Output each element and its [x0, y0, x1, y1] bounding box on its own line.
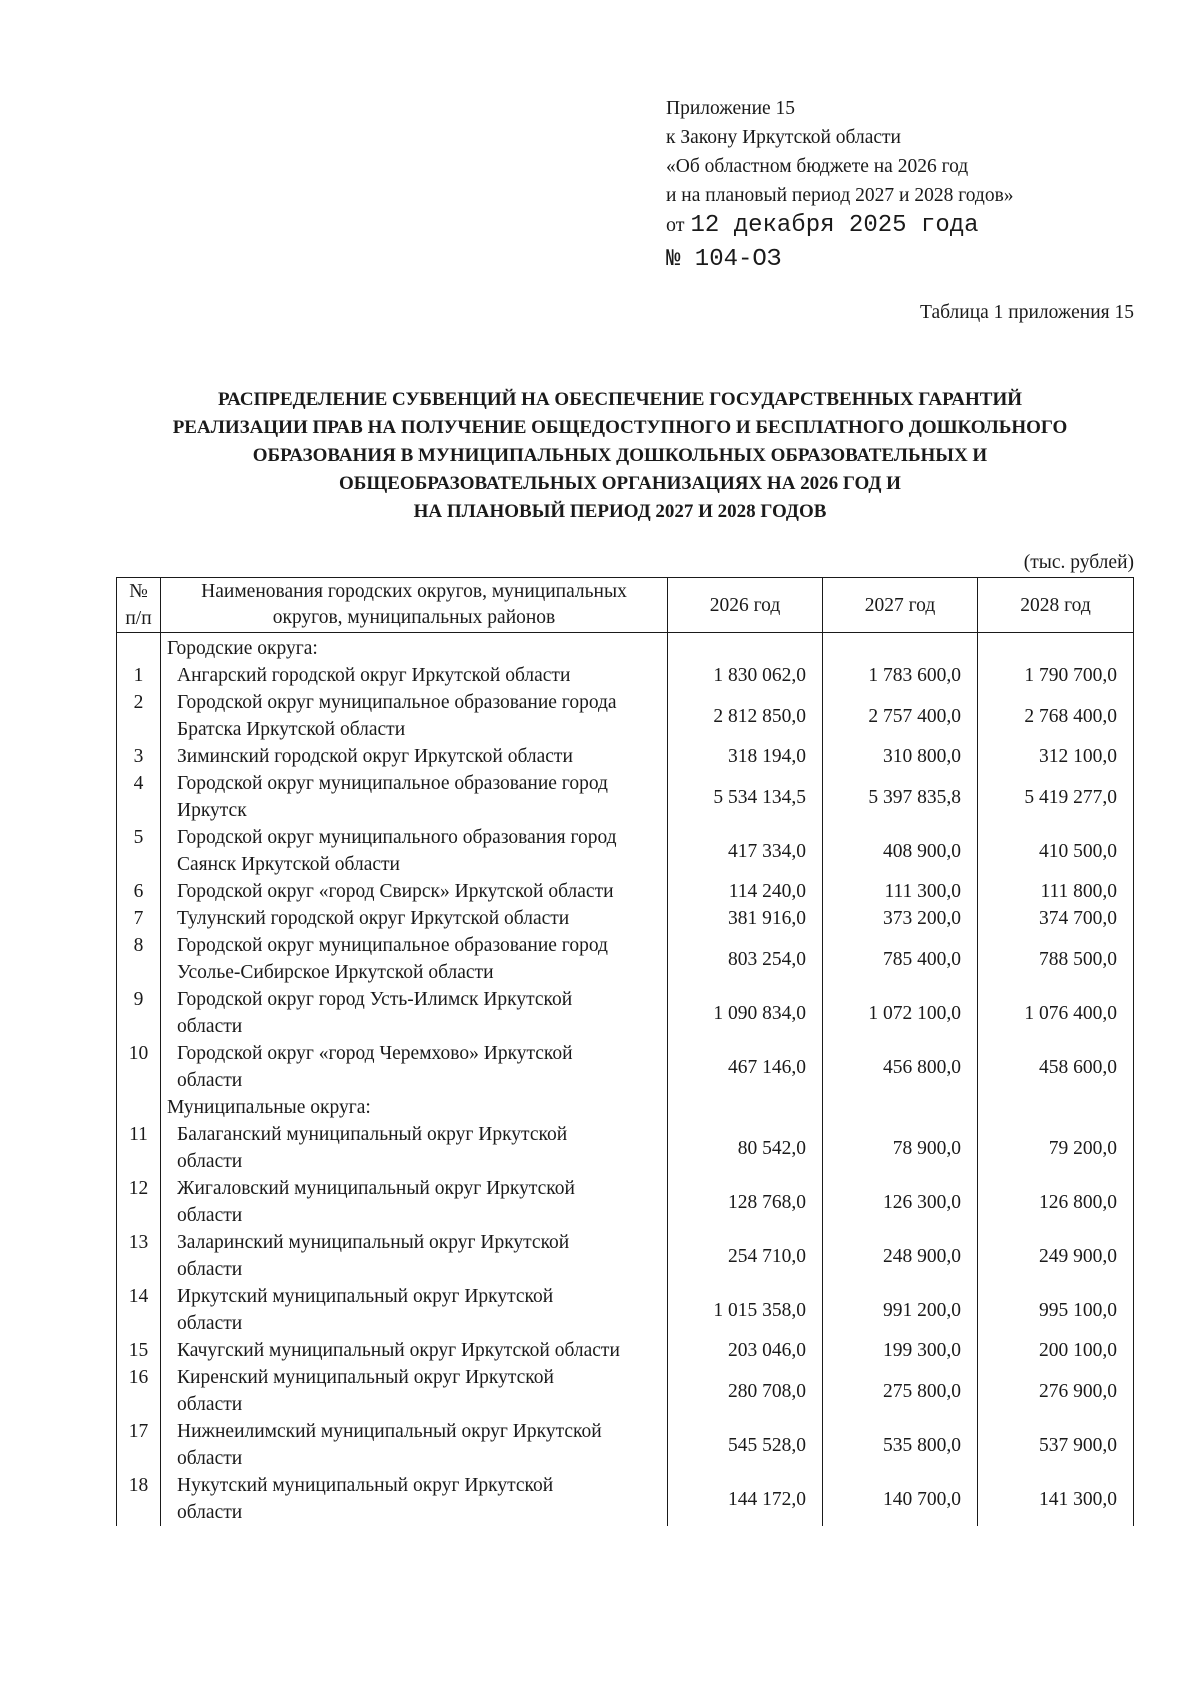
value-2027: 535 800,0	[823, 1418, 978, 1472]
value-2026: 545 528,0	[668, 1418, 823, 1472]
value-2028: 249 900,0	[978, 1229, 1134, 1283]
row-name	[161, 986, 668, 1040]
row-number: 2	[117, 689, 161, 743]
row-number: 4	[117, 770, 161, 824]
row-name	[161, 1229, 668, 1283]
value-2028: 312 100,0	[978, 743, 1134, 770]
row-name	[161, 932, 668, 986]
table-row	[117, 1283, 1134, 1337]
value-2027: 111 300,0	[823, 878, 978, 905]
row-name	[161, 1418, 668, 1472]
row-name-line1: Городской округ «город Свирск» Иркутской области	[177, 881, 614, 902]
value-2028: 458 600,0	[978, 1040, 1134, 1094]
value-2026: 467 146,0	[668, 1040, 823, 1094]
value-2027: 991 200,0	[823, 1283, 978, 1337]
value-2026: 1 015 358,0	[668, 1283, 823, 1337]
table-header-row	[117, 578, 1134, 633]
value-2027: 248 900,0	[823, 1229, 978, 1283]
table-row	[117, 770, 1134, 824]
row-name	[161, 770, 668, 824]
value-2027: 310 800,0	[823, 743, 978, 770]
value-2026: 5 534 134,5	[668, 770, 823, 824]
row-name-line1: Киренский муниципальный округ Иркутской	[177, 1367, 554, 1388]
table-row	[117, 1418, 1134, 1472]
group-empty-cell	[978, 1094, 1134, 1121]
row-name-line2: области	[177, 1394, 243, 1415]
value-2028: 141 300,0	[978, 1472, 1134, 1526]
row-name-line1: Нукутский муниципальный округ Иркутской	[177, 1475, 554, 1496]
value-2026: 128 768,0	[668, 1175, 823, 1229]
value-2028: 1 076 400,0	[978, 986, 1134, 1040]
row-name-line1: Зиминский городской округ Иркутской области	[177, 746, 573, 767]
group-empty-cell	[823, 1094, 978, 1121]
row-name-line2: области	[177, 1448, 243, 1469]
row-name-line2: Иркутск	[177, 800, 247, 821]
row-name-line2: области	[177, 1016, 243, 1037]
value-2027: 126 300,0	[823, 1175, 978, 1229]
row-name	[161, 1040, 668, 1094]
value-2026: 114 240,0	[668, 878, 823, 905]
row-name	[161, 1121, 668, 1175]
header-number-line1: №	[129, 581, 148, 602]
value-2027: 275 800,0	[823, 1364, 978, 1418]
appendix-line: и на плановый период 2027 и 2028 годов»	[666, 185, 1014, 206]
row-name-line1: Городской округ муниципальное образование город	[177, 935, 608, 956]
group-label: Городские округа:	[161, 633, 668, 663]
table-row	[117, 1175, 1134, 1229]
value-2028: 374 700,0	[978, 905, 1134, 932]
appendix-line: «Об областном бюджете на 2026 год	[666, 156, 969, 177]
row-name-line1: Городской округ город Усть-Илимск Иркутской	[177, 989, 573, 1010]
value-2027: 199 300,0	[823, 1337, 978, 1364]
value-2027: 373 200,0	[823, 905, 978, 932]
title-line: ОБРАЗОВАНИЯ В МУНИЦИПАЛЬНЫХ ДОШКОЛЬНЫХ ОБРАЗОВАТЕЛЬНЫХ И	[252, 445, 988, 466]
value-2027: 78 900,0	[823, 1121, 978, 1175]
units-label: (тыс. рублей)	[1023, 552, 1134, 573]
group-empty-cell	[978, 633, 1134, 663]
row-name	[161, 1364, 668, 1418]
value-2028: 1 790 700,0	[978, 662, 1134, 689]
row-name-line1: Нижнеилимский муниципальный округ Иркутской	[177, 1421, 602, 1442]
row-number: 18	[117, 1472, 161, 1526]
value-2026: 80 542,0	[668, 1121, 823, 1175]
value-2027: 408 900,0	[823, 824, 978, 878]
table-row	[117, 1364, 1134, 1418]
row-name-line2: области	[177, 1070, 243, 1091]
header-2026: 2026 год	[668, 578, 823, 633]
row-number: 16	[117, 1364, 161, 1418]
value-2028: 410 500,0	[978, 824, 1134, 878]
row-name	[161, 1337, 668, 1364]
row-name-line1: Заларинский муниципальный округ Иркутской	[177, 1232, 570, 1253]
appendix-line: Приложение 15	[666, 98, 796, 119]
document-title	[100, 386, 1140, 526]
row-name-line1: Жигаловский муниципальный округ Иркутской	[177, 1178, 575, 1199]
group-empty-cell	[668, 1094, 823, 1121]
table-row	[117, 986, 1134, 1040]
value-2026: 1 090 834,0	[668, 986, 823, 1040]
value-2028: 276 900,0	[978, 1364, 1134, 1418]
table-row	[117, 743, 1134, 770]
law-number: № 104-ОЗ	[666, 246, 782, 273]
value-2026: 803 254,0	[668, 932, 823, 986]
row-name-line2: области	[177, 1502, 243, 1523]
value-2026: 417 334,0	[668, 824, 823, 878]
header-number-line2: п/п	[125, 608, 152, 629]
table-row	[117, 905, 1134, 932]
value-2027: 785 400,0	[823, 932, 978, 986]
value-2028: 537 900,0	[978, 1418, 1134, 1472]
row-name	[161, 1283, 668, 1337]
value-2026: 318 194,0	[668, 743, 823, 770]
row-number: 8	[117, 932, 161, 986]
value-2028: 111 800,0	[978, 878, 1134, 905]
header-name-line2: округов, муниципальных районов	[272, 607, 556, 628]
row-name-line1: Качугский муниципальный округ Иркутской области	[177, 1340, 620, 1361]
table-row	[117, 1121, 1134, 1175]
title-line: НА ПЛАНОВЫЙ ПЕРИОД 2027 И 2028 ГОДОВ	[413, 501, 827, 522]
value-2026: 203 046,0	[668, 1337, 823, 1364]
table-row	[117, 1472, 1134, 1526]
table-row	[117, 932, 1134, 986]
row-name-line2: области	[177, 1259, 243, 1280]
value-2026: 144 172,0	[668, 1472, 823, 1526]
row-name	[161, 689, 668, 743]
value-2028: 79 200,0	[978, 1121, 1134, 1175]
row-name	[161, 905, 668, 932]
row-name-line2: области	[177, 1151, 243, 1172]
value-2026: 280 708,0	[668, 1364, 823, 1418]
row-name-line1: Городской округ муниципальное образование город	[177, 773, 608, 794]
row-number: 5	[117, 824, 161, 878]
row-number: 17	[117, 1418, 161, 1472]
group-number-cell	[117, 633, 161, 663]
row-number: 13	[117, 1229, 161, 1283]
header-number	[117, 578, 161, 633]
value-2028: 788 500,0	[978, 932, 1134, 986]
row-name	[161, 878, 668, 905]
value-2028: 995 100,0	[978, 1283, 1134, 1337]
row-number: 10	[117, 1040, 161, 1094]
table-row	[117, 1040, 1134, 1094]
row-name-line2: Саянск Иркутской области	[177, 854, 400, 875]
row-number: 7	[117, 905, 161, 932]
date-value: 12 декабря 2025 года	[690, 212, 979, 239]
value-2026: 381 916,0	[668, 905, 823, 932]
value-2026: 2 812 850,0	[668, 689, 823, 743]
law-date	[666, 212, 979, 239]
row-name-line1: Ангарский городской округ Иркутской области	[177, 665, 571, 686]
appendix-header	[666, 94, 1014, 210]
row-name-line2: Братска Иркутской области	[177, 719, 406, 740]
row-name	[161, 662, 668, 689]
group-row	[117, 633, 1134, 663]
row-name-line2: области	[177, 1313, 243, 1334]
row-name	[161, 824, 668, 878]
table-row	[117, 878, 1134, 905]
group-empty-cell	[823, 633, 978, 663]
row-name-line1: Городской округ муниципального образования город	[177, 827, 617, 848]
date-prefix: от	[666, 214, 685, 236]
row-name	[161, 1175, 668, 1229]
value-2028: 2 768 400,0	[978, 689, 1134, 743]
group-number-cell	[117, 1094, 161, 1121]
table-row	[117, 824, 1134, 878]
header-name	[161, 578, 668, 633]
row-number: 3	[117, 743, 161, 770]
subvention-table	[116, 577, 1134, 1526]
row-name-line2: области	[177, 1205, 243, 1226]
header-2027: 2027 год	[823, 578, 978, 633]
table-row	[117, 1229, 1134, 1283]
row-number: 14	[117, 1283, 161, 1337]
row-name-line1: Городской округ «город Черемхово» Иркутской	[177, 1043, 573, 1064]
table-reference: Таблица 1 приложения 15	[920, 302, 1134, 323]
row-name	[161, 743, 668, 770]
value-2028: 126 800,0	[978, 1175, 1134, 1229]
row-number: 1	[117, 662, 161, 689]
value-2027: 1 072 100,0	[823, 986, 978, 1040]
table-row	[117, 1337, 1134, 1364]
header-name-line1: Наименования городских округов, муниципальных	[201, 581, 627, 602]
row-number: 11	[117, 1121, 161, 1175]
row-name-line1: Тулунский городской округ Иркутской области	[177, 908, 570, 929]
group-empty-cell	[668, 633, 823, 663]
row-number: 6	[117, 878, 161, 905]
table-row	[117, 662, 1134, 689]
group-label: Муниципальные округа:	[161, 1094, 668, 1121]
title-line: РЕАЛИЗАЦИИ ПРАВ НА ПОЛУЧЕНИЕ ОБЩЕДОСТУПНОГО И БЕСПЛАТНОГО ДОШКОЛЬНОГО	[172, 417, 1068, 438]
value-2027: 456 800,0	[823, 1040, 978, 1094]
value-2028: 5 419 277,0	[978, 770, 1134, 824]
appendix-line: к Закону Иркутской области	[666, 127, 901, 148]
row-name-line1: Иркутский муниципальный округ Иркутской	[177, 1286, 554, 1307]
group-row	[117, 1094, 1134, 1121]
row-number: 9	[117, 986, 161, 1040]
row-number: 15	[117, 1337, 161, 1364]
value-2027: 2 757 400,0	[823, 689, 978, 743]
table-row	[117, 689, 1134, 743]
value-2026: 1 830 062,0	[668, 662, 823, 689]
value-2027: 1 783 600,0	[823, 662, 978, 689]
title-line: ОБЩЕОБРАЗОВАТЕЛЬНЫХ ОРГАНИЗАЦИЯХ НА 2026 ГОД И	[339, 473, 901, 494]
row-number: 12	[117, 1175, 161, 1229]
row-name	[161, 1472, 668, 1526]
value-2027: 140 700,0	[823, 1472, 978, 1526]
row-name-line1: Балаганский муниципальный округ Иркутской	[177, 1124, 568, 1145]
row-name-line2: Усолье-Сибирское Иркутской области	[177, 962, 494, 983]
value-2026: 254 710,0	[668, 1229, 823, 1283]
value-2027: 5 397 835,8	[823, 770, 978, 824]
row-name-line1: Городской округ муниципальное образование города	[177, 692, 617, 713]
header-2028: 2028 год	[978, 578, 1134, 633]
title-line: РАСПРЕДЕЛЕНИЕ СУБВЕНЦИЙ НА ОБЕСПЕЧЕНИЕ ГОСУДАРСТВЕННЫХ ГАРАНТИЙ	[217, 389, 1023, 410]
value-2028: 200 100,0	[978, 1337, 1134, 1364]
